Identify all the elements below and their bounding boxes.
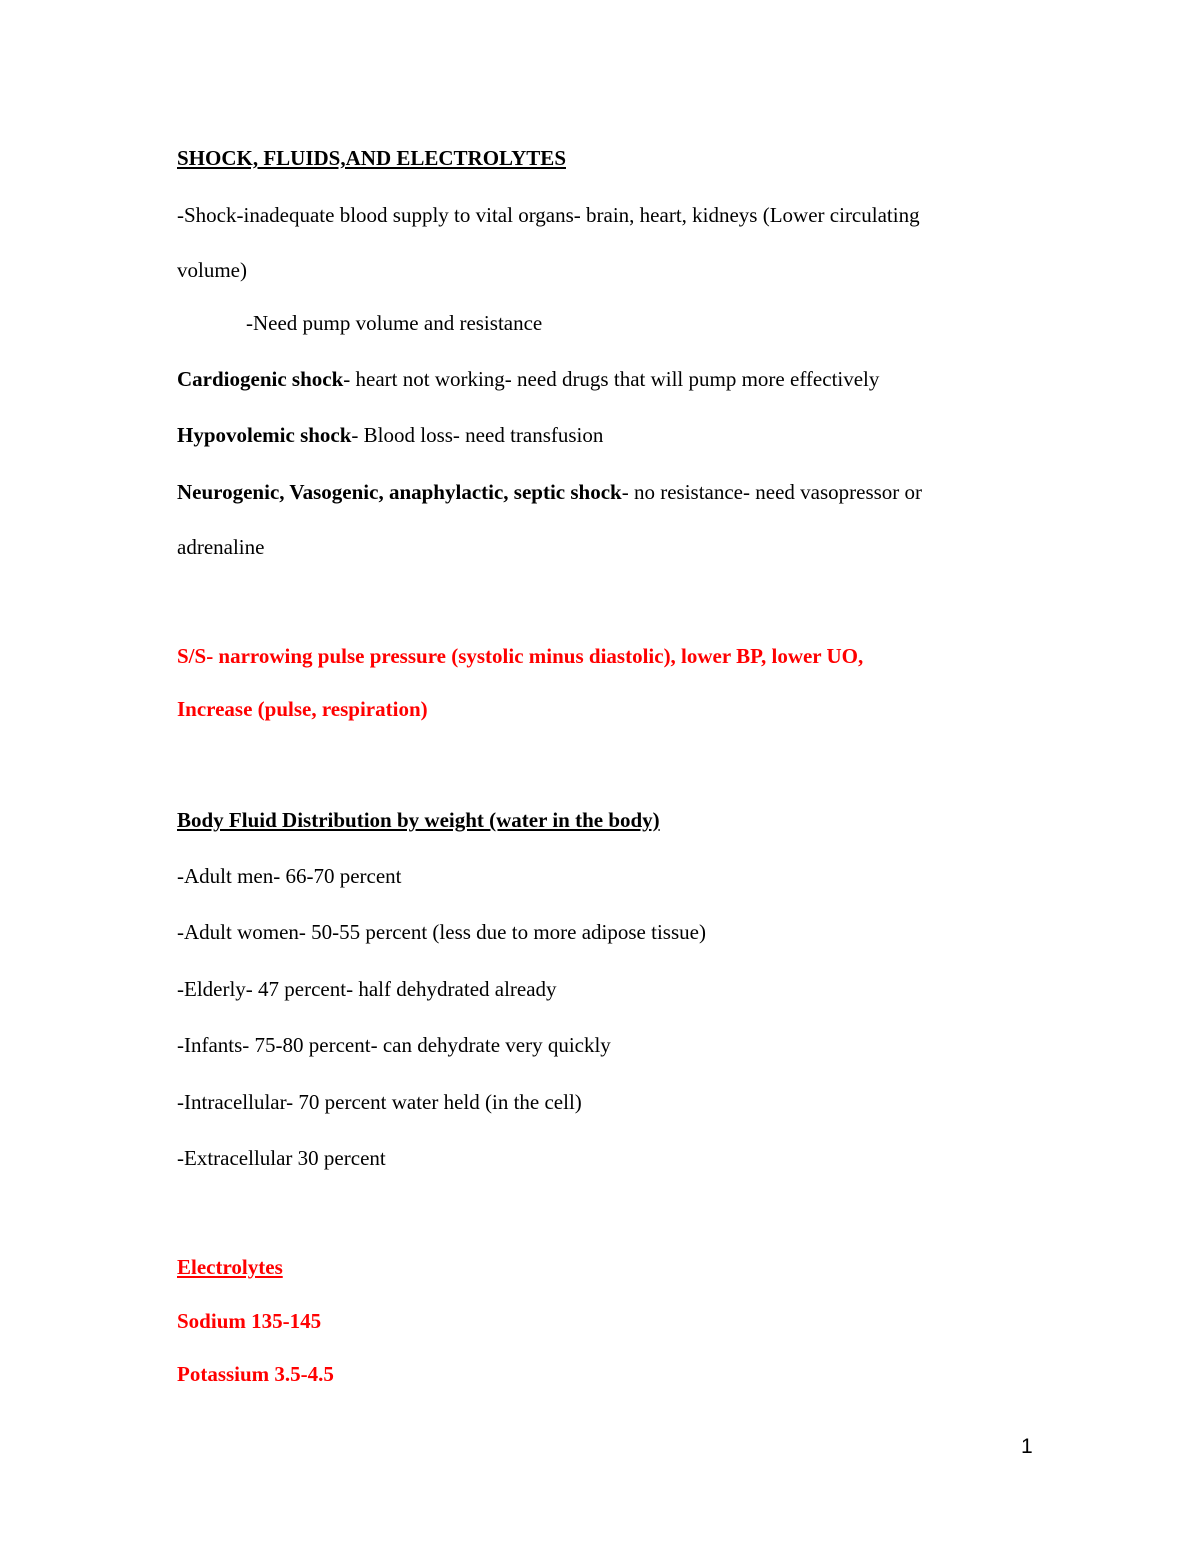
neurogenic-shock-term: Neurogenic, Vasogenic, anaphylactic, septic shock <box>177 480 622 504</box>
hypovolemic-shock-line <box>177 422 603 448</box>
hypovolemic-shock-term: Hypovolemic shock <box>177 423 352 447</box>
cardiogenic-shock-desc: - heart not working- need drugs that will pump more effectively <box>343 367 880 391</box>
potassium-range: Potassium 3.5-4.5 <box>177 1362 334 1386</box>
page-title: SHOCK, FLUIDS,AND ELECTROLYTES <box>177 146 566 170</box>
body-fluid-item: -Extracellular 30 percent <box>177 1146 386 1170</box>
neurogenic-shock-desc: - no resistance- need vasopressor or <box>621 480 923 504</box>
body-fluid-item: -Intracellular- 70 percent water held (in the cell) <box>177 1090 582 1114</box>
signs-symptoms-line-1: S/S- narrowing pulse pressure (systolic minus diastolic), lower BP, lower UO, <box>177 644 864 668</box>
body-fluid-item: -Infants- 75-80 percent- can dehydrate very quickly <box>177 1033 611 1057</box>
cardiogenic-shock-term: Cardiogenic shock <box>177 367 344 391</box>
body-fluid-item: -Adult men- 66-70 percent <box>177 864 402 888</box>
neurogenic-shock-line <box>177 479 922 505</box>
sodium-range: Sodium 135-145 <box>177 1309 322 1333</box>
page-number: 1 <box>1021 1435 1033 1458</box>
shock-definition-line-2: volume) <box>177 258 247 282</box>
electrolytes-heading: Electrolytes <box>177 1255 283 1279</box>
body-fluid-item: -Adult women- 50-55 percent (less due to more adipose tissue) <box>177 920 706 944</box>
body-fluid-item: -Elderly- 47 percent- half dehydrated already <box>177 977 557 1001</box>
shock-need-note: -Need pump volume and resistance <box>246 311 543 335</box>
hypovolemic-shock-desc: - Blood loss- need transfusion <box>351 423 604 447</box>
cardiogenic-shock-line <box>177 366 879 392</box>
body-fluid-heading: Body Fluid Distribution by weight (water in the body) <box>177 808 660 832</box>
signs-symptoms-line-2: Increase (pulse, respiration) <box>177 697 428 721</box>
shock-definition-line-1: -Shock-inadequate blood supply to vital organs- brain, heart, kidneys (Lower circulating <box>177 203 920 227</box>
neurogenic-shock-desc-line-2: adrenaline <box>177 535 265 559</box>
